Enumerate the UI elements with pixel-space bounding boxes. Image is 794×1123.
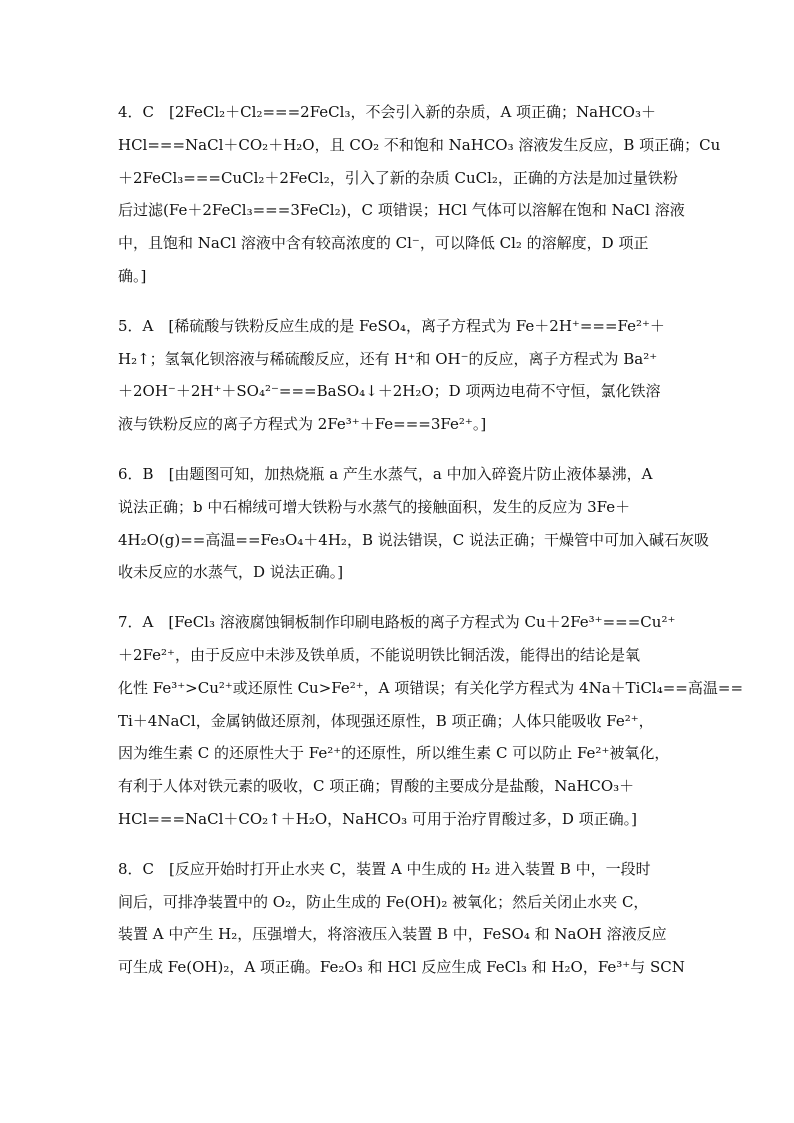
text-line: 后过滤(Fe＋2FeCl₃===3FeCl₂)，C 项错误；HCl 气体可以溶解在饱和 NaCl 溶液 — [118, 201, 685, 220]
answer-item-7 — [118, 606, 744, 836]
text-line: 4．C [2FeCl₂＋Cl₂===2FeCl₃，不会引入新的杂质，A 项正确；NaHCO₃＋ — [118, 103, 656, 121]
text-line: HCl===NaCl＋CO₂＋H₂O，且 CO₂ 不和饱和 NaHCO₃ 溶液发生反应，B 项正确；Cu — [118, 135, 721, 154]
text-line: 液与铁粉反应的离子方程式为 2Fe³⁺＋Fe===3Fe²⁺。] — [118, 415, 487, 434]
text-line: 说法正确；b 中石棉绒可增大铁粉与水蒸气的接触面积，发生的反应为 3Fe＋ — [118, 497, 631, 516]
answer-item-8 — [118, 853, 685, 984]
answer-item-5 — [118, 310, 678, 441]
answer-document — [118, 96, 744, 1001]
text-line: ＋2Fe²⁺，由于反应中未涉及铁单质，不能说明铁比铜活泼，能得出的结论是氧 — [118, 645, 640, 664]
text-line: 有利于人体对铁元素的吸收，C 项正确；胃酸的主要成分是盐酸，NaHCO₃＋ — [118, 777, 635, 796]
text-line: 间后，可排净装置中的 O₂，防止生成的 Fe(OH)₂ 被氧化；然后关闭止水夹 C， — [118, 892, 649, 911]
text-line: 因为维生素 C 的还原性大于 Fe²⁺的还原性，所以维生素 C 可以防止 Fe²⁺被氧化， — [118, 744, 670, 763]
text-line: Ti＋4NaCl，金属钠做还原剂，体现强还原性，B 项正确；人体只能吸收 Fe²⁺， — [118, 711, 654, 730]
text-line: HCl===NaCl＋CO₂↑＋H₂O，NaHCO₃ 可用于治疗胃酸过多，D 项正确。] — [118, 809, 638, 828]
text-line: 8．C [反应开始时打开止水夹 C，装置 A 中生成的 H₂ 进入装置 B 中，一段时 — [118, 859, 651, 878]
text-line: 可生成 Fe(OH)₂，A 项正确。Fe₂O₃ 和 HCl 反应生成 FeCl₃ 和 H₂O，Fe³⁺与 SCN — [118, 958, 685, 977]
text-line: 6．B [由题图可知，加热烧瓶 a 产生水蒸气，a 中加入碎瓷片防止液体暴沸，A — [118, 464, 653, 483]
answer-item-4 — [118, 96, 721, 293]
text-line: 7．A [FeCl₃ 溶液腐蚀铜板制作印刷电路板的离子方程式为 Cu＋2Fe³⁺===Cu²⁺ — [118, 613, 676, 632]
text-line: 5．A [稀硫酸与铁粉反应生成的是 FeSO₄，离子方程式为 Fe＋2H⁺===Fe²⁺＋ — [118, 316, 665, 335]
text-line: 装置 A 中产生 H₂，压强增大，将溶液压入装置 B 中，FeSO₄ 和 NaOH 溶液反应 — [118, 925, 667, 944]
answer-item-6 — [118, 458, 709, 589]
text-line: H₂↑；氢氧化钡溶液与稀硫酸反应，还有 H⁺和 OH⁻的反应，离子方程式为 Ba²⁺ — [118, 349, 658, 368]
text-line: 4H₂O(g)==高温==Fe₃O₄＋4H₂，B 说法错误，C 说法正确；干燥管中可加入碱石灰吸 — [118, 530, 709, 549]
text-line: ＋2FeCl₃===CuCl₂＋2FeCl₂，引入了新的杂质 CuCl₂，正确的方法是加过量铁粉 — [118, 168, 678, 187]
text-line: 确。] — [118, 266, 147, 285]
text-line: 中，且饱和 NaCl 溶液中含有较高浓度的 Cl⁻，可以降低 Cl₂ 的溶解度，D 项正 — [118, 234, 649, 253]
text-line: 化性 Fe³⁺>Cu²⁺或还原性 Cu>Fe²⁺，A 项错误；有关化学方程式为 4Na＋TiCl₄==高温== — [118, 678, 744, 697]
text-line: ＋2OH⁻＋2H⁺＋SO₄²⁻===BaSO₄↓＋2H₂O；D 项两边电荷不守恒，氯化铁溶 — [118, 382, 661, 401]
text-line: 收未反应的水蒸气，D 说法正确。] — [118, 563, 344, 582]
